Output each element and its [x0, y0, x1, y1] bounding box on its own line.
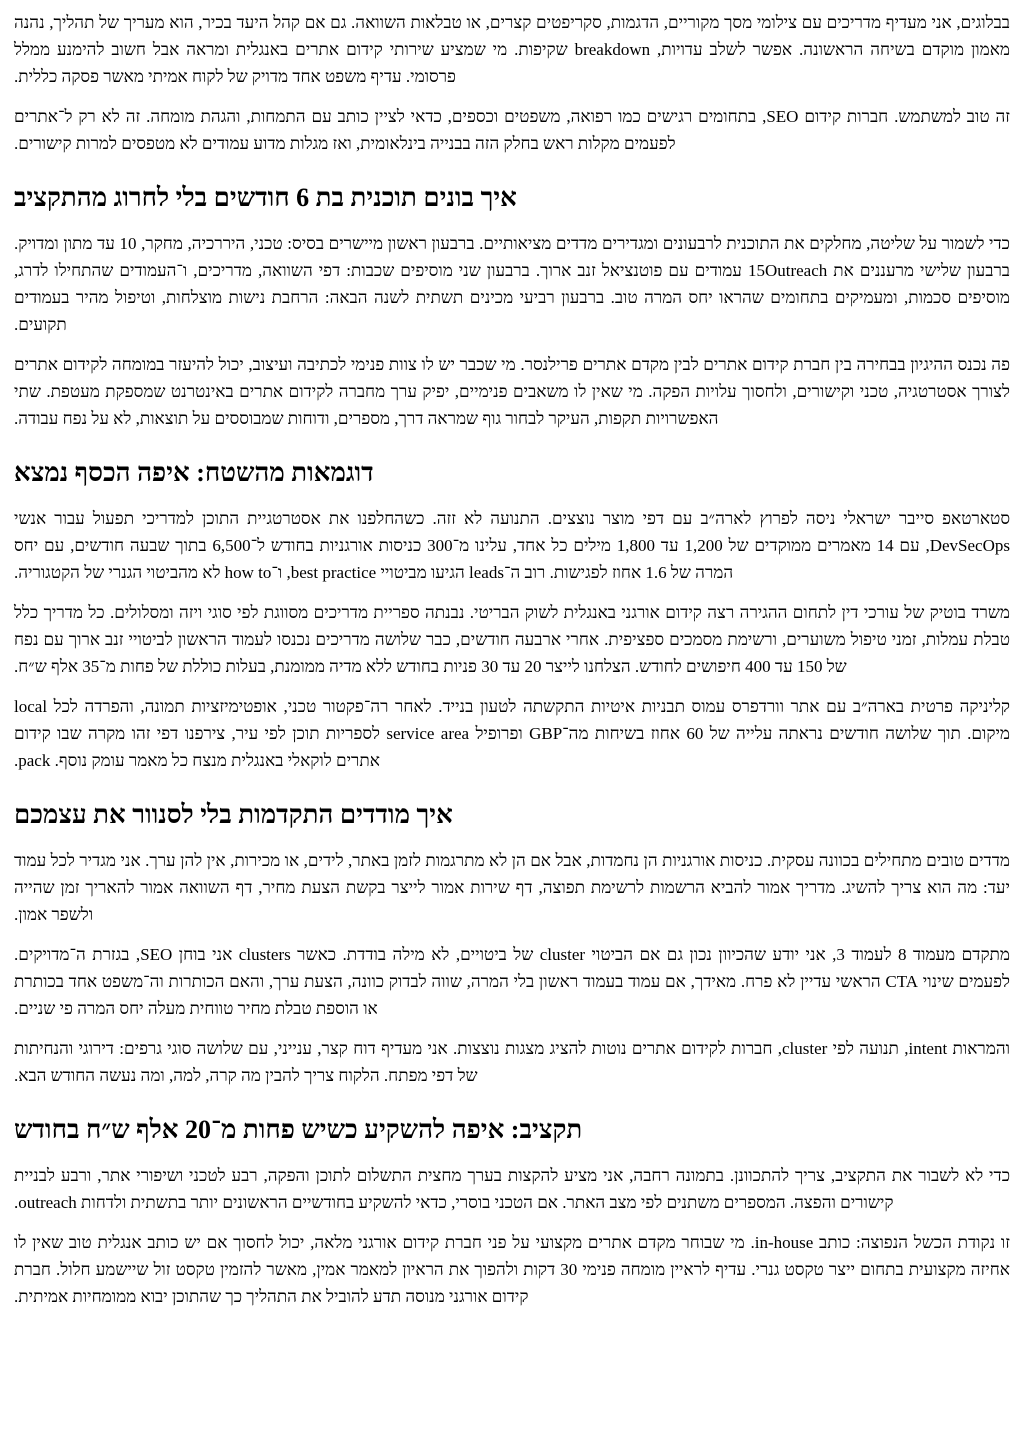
article-paragraph: קליניקה פרטית בארה״ב עם אתר וורדפרס עמוס תבניות איטיות התקשתה לטעון בנייד. לאחר רה־פקטור טכני, אופטימיזציות תמונה, והפרדה לכל local מיקום. תוך שלושה חודשים נראתה עלייה של 60 אחוז בשיחות מה־GBP ופרופיל service area לספריות תוכן לפי עיר, צירפנו דפי זהו מקרה שבו קידום אתרים לוקאלי באנגלית מנצח כל מאמר עומק נוסף. pack.: [14, 697, 1011, 770]
article-paragraph: כדי לשמור על שליטה, מחלקים את התוכנית לרבעונים ומגדירים מדדים מציאותיים. ברבעון ראשון מיישרים בסיס: טכני, היררכיה, מחקר, 10 עד מתון ומדויק. ברבעון שלישי מרעננים את 15Outreach עמודים עם פוטנציאל זנב ארוך. ברבעון שני מוסיפים שכבות: דפי השוואה, מדריכים, ו־העמודים שהתחילו לדרג, מוסיפים סכמות, ומעמיקים בתחומים שהראו יחס המרה טוב. ברבעון רביעי מכינים תשתית לשנה הבאה: הרחבת נישות מוצלחות, וטיפול מהיר בעמודים תקועים.: [14, 234, 1010, 334]
section-heading: תקציב: איפה להשקיע כשיש פחות מ־20 אלף ש״ח בחודש: [14, 1115, 583, 1144]
article-paragraph: מדדים טובים מתחילים בכוונה עסקית. כניסות אורגניות הן נחמדות, אבל אם הן לא מתרגמות לזמן באתר, לידים, או מכירות, אין להן ערך. אני מגדיר לכל עמוד יעד: מה הוא צריך להשיג. מדריך אמור להביא הרשמות לרשימת תפוצה, דף שירות אמור לייצר בקשת הצעת מחיר, דף השוואה אמור להאריך זמן שהייה ולשפר אמון.: [14, 851, 1010, 924]
article-paragraph: זו נקודת הכשל הנפוצה: כותב in-house. מי שבוחר מקדם אתרים מקצועי על פני חברת קידום אורגני מלאה, יכול לחסוך אם יש כותב אנגלית טוב שאין לו אחיזה מקצועית בתחום ייצר טקסט גנרי. עדיף לראיין מומחה פנימי 30 דקות ולהפוך את הראיון למאמר אמין, מאשר להזמין טקסט זול שיישמע חלול. חברת קידום אורגני מנוסה תדע להוביל את התהליך כך שהתוכן יבוא ממומחיות אמיתית.: [14, 1233, 1010, 1306]
article-paragraph: והמראות intent, תנועה לפי cluster, חברות לקידום אתרים נוטות להציג מצגות נוצצות. אני מעדיף דוח קצר, ענייני, עם שלושה סוגי גרפים: דירוגי והנחיתות של דפי מפתח. הלקוח צריך להבין מה קרה, למה, ומה נעשה החודש הבא.: [14, 1039, 1010, 1085]
section-heading: איך מודדים התקדמות בלי לסנוור את עצמכם: [14, 800, 453, 829]
article-paragraph: פה נכנס ההיגיון בבחירה בין חברת קידום אתרים לבין מקדם אתרים פרילנסר. מי שכבר יש לו צוות פנימי לכתיבה ועיצוב, יכול להיעזר במומחה לקידום אתרים לצורך אסטרטגיה, טכני וקישורים, ולחסוך עלויות הפקה. מי שאין לו משאבים פנימיים, יפיק ערך מחברה לקידום אתרים באינטרנט שמספקת מעטפת. שתי האפשרויות תקפות, העיקר לבחור גוף שמראה דרך, מספרים, ודוחות שמבוססים על תוצאות, לא על נפח עבודה.: [14, 355, 1010, 428]
article-paragraph: בבלוגים, אני מעדיף מדריכים עם צילומי מסך מקוריים, הדגמות, סקריפטים קצרים, או טבלאות השוואה. גם אם קהל היעד בכיר, הוא מעריך של תהליך, נהנה מאמון מוקדם בשיחה הראשונה. אפשר לשלב עדויות, breakdown שקיפות. מי שמציע שירותי קידום אתרים באנגלית ומראה אבל חשוב להימנע ממלל פרסומי. עדיף משפט אחד מדויק של לקוח אמיתי מאשר פסקה כללית.: [14, 13, 1010, 86]
article-paragraph: כדי לא לשבור את התקציב, צריך להתכוונן. בתמונה רחבה, אני מציע להקצות בערך מחצית התשלום לתוכן והפקה, רבע לטכני ושיפורי אתר, ורבע לבניית קישורים והפצה. המספרים משתנים לפי מצב האתר. אם הטכני בוסרי, כדאי להשקיע בחודשיים הראשונים יותר בתשתית ולדחות outreach.: [14, 1166, 1010, 1212]
article-paragraph: משרד בוטיק של עורכי דין לתחום ההגירה רצה קידום אורגני באנגלית לשוק הבריטי. נבנתה ספריית מדריכים מסווגת לפי סוגי ויזה ומסלולים. כל מדריך כלל טבלת עמלות, זמני טיפול משוערים, ורשימת מסמכים ספציפית. אחרי ארבעה חודשים, כבר שלושה מדריכים נכנסו לעמוד הראשון לביטויי זנב ארוך עם נפח של 150 עד 400 חיפושים לחודש. הצלחנו לייצר 20 עד 30 פניות בחודש ללא מדיה ממומנת, בעלות כוללת של פחות מ־35 אלף ש״ח.: [14, 603, 1010, 676]
article-paragraph: מתקדם מעמוד 8 לעמוד 3, אני יודע שהכיוון נכון גם אם הביטוי cluster של ביטויים, לא מילה בודדת. כאשר clusters אני בוחן SEO, בגזרת ה־מדויקים. לפעמים שינוי CTA הראשי עדיין לא פרח. מאידך, אם עמוד בעמוד ראשון בלי המרה, שווה לבדוק כוונה, הצעת ערך, והאם הכותרות וה־משפט אחד בכותרת או הוספת טבלת מחיר טווחית מעלה יחס המרה פי שניים.: [14, 945, 1010, 1018]
section-heading: איך בונים תוכנית בת 6 חודשים בלי לחרוג מהתקציב: [14, 183, 517, 212]
section-heading: דוגמאות מהשטח: איפה הכסף נמצא: [14, 458, 374, 487]
article-paragraph: סטארטאפ סייבר ישראלי ניסה לפרוץ לארה״ב עם דפי מוצר נוצצים. התנועה לא זזה. כשהחלפנו את אסטרטגיית התוכן למדריכי תפעול עבור אנשי DevSecOps, עם 14 מאמרים ממוקדים של 1,200 עד 1,800 מילים כל אחד, עלינו מ־300 כניסות אורגניות בחודש ל־6,500 בתוך שבעה חודשים, עם יחס המרה של 1.6 אחוז לפגישות. רוב ה־leads הגיעו מביטויי best practice, ו־how to לא מהביטוי הגנרי של הקטגוריה.: [14, 509, 1010, 582]
article-paragraph: זה טוב למשתמש. חברות קידום SEO, בתחומים רגישים כמו רפואה, משפטים וכספים, כדאי לציין כותב עם התמחות, והגהת מומחה. זה לא רק ל־אתרים לפעמים מקלות ראש בחלק הזה בבנייה בינלאומית, ואז מגלות מדוע עמודים לא מטפסים למרות קישורים.: [14, 107, 1011, 153]
